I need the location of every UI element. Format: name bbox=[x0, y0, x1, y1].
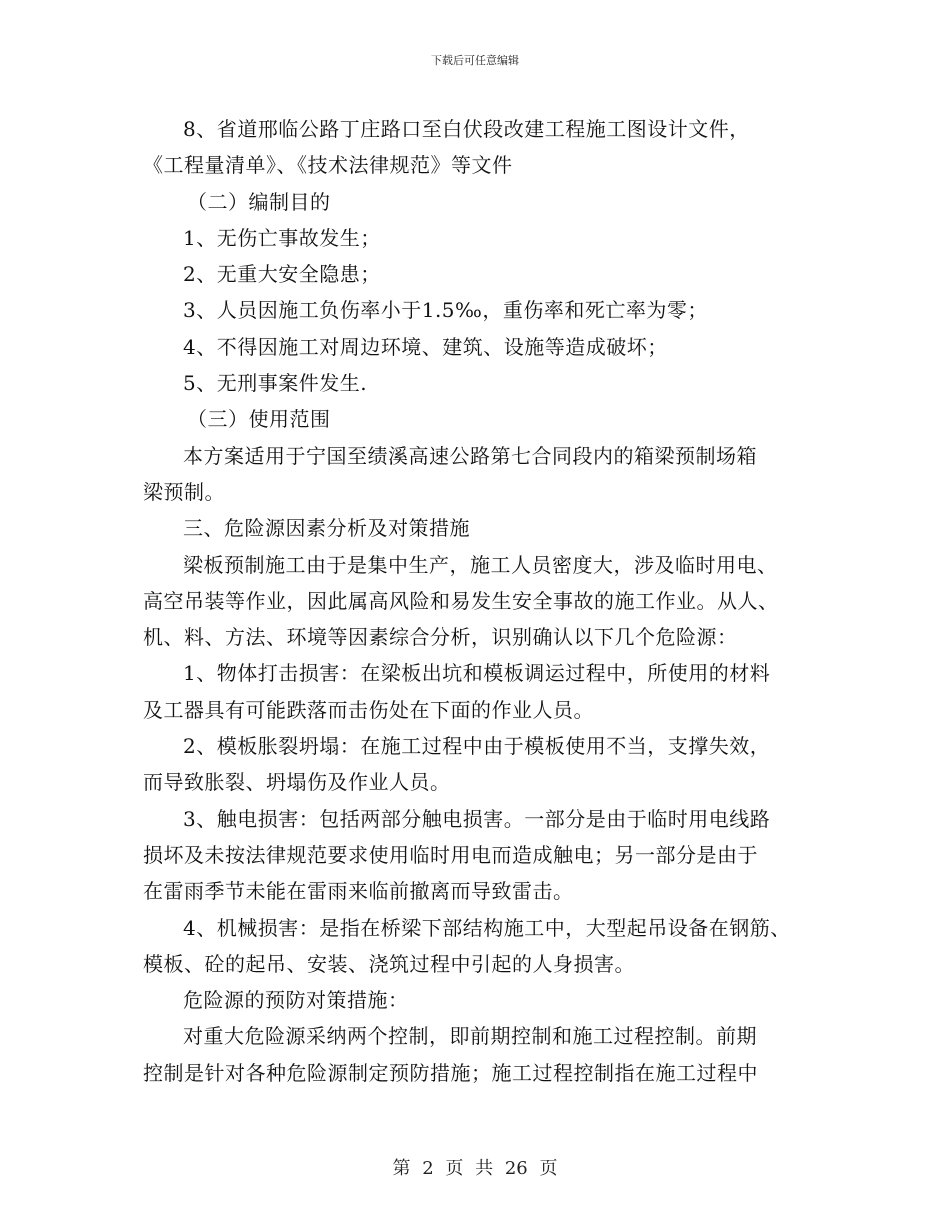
text-line: 1、物体打击损害：在梁板出坑和模板调运过程中，所使用的材料 bbox=[183, 661, 771, 686]
text-line: 机、料、方法、环境等因素综合分析，识别确认以下几个危险源： bbox=[143, 625, 738, 650]
text-line: 梁板预制施工由于是集中生产，施工人员密度大，涉及临时用电、 bbox=[183, 552, 778, 577]
text-line: 及工器具有可能跌落而击伤处在下面的作业人员。 bbox=[143, 697, 594, 722]
page-header-note: 下载后可任意编辑 bbox=[431, 54, 519, 67]
text-line: 8、省道邢临公路丁庄路口至白伏段改建工程施工图设计文件， bbox=[183, 117, 750, 141]
text-line: 3、人员因施工负伤率小于1.5‰，重伤率和死亡率为零； bbox=[183, 298, 708, 323]
text-line: 3、触电损害：包括两部分触电损害。一部分是由于临时用电线路 bbox=[183, 806, 771, 831]
text-line: 高空吊装等作业，因此属高风险和易发生安全事故的施工作业。从人、 bbox=[143, 588, 779, 613]
text-line: 而导致胀裂、坍塌伤及作业人员。 bbox=[143, 770, 451, 795]
text-line: 模板、砼的起吊、安装、浇筑过程中引起的人身损害。 bbox=[143, 951, 635, 976]
text-line: 1、无伤亡事故发生； bbox=[183, 225, 381, 250]
text-line: 控制是针对各种危险源制定预防措施；施工过程控制指在施工过程中 bbox=[143, 1060, 758, 1085]
text-line: 对重大危险源采纳两个控制，即前期控制和施工过程控制。前期 bbox=[183, 1024, 757, 1049]
text-line: 三、危险源因素分析及对策措施 bbox=[183, 516, 470, 541]
text-line: 4、不得因施工对周边环境、建筑、设施等造成破坏； bbox=[183, 334, 668, 359]
text-line: 2、模板胀裂坍塌：在施工过程中由于模板使用不当，支撑失效， bbox=[183, 734, 771, 759]
text-line: 《工程量清单》、《技术法律规范》等文件 bbox=[143, 153, 513, 178]
text-line: 5、无刑事案件发生. bbox=[183, 371, 368, 396]
text-line: 危险源的预防对策措施： bbox=[183, 988, 409, 1013]
text-line: （二）编制目的 bbox=[187, 189, 331, 214]
text-line: 损坏及未按法律规范要求使用临时用电而造成触电；另一部分是由于 bbox=[143, 842, 758, 867]
text-line: 4、机械损害：是指在桥梁下部结构施工中，大型起吊设备在钢筋、 bbox=[183, 915, 791, 940]
document-body bbox=[143, 111, 823, 1091]
page-number-footer: 第 2 页 共 26 页 bbox=[392, 1158, 558, 1179]
text-line: 本方案适用于宁国至绩溪高速公路第七合同段内的箱梁预制场箱 bbox=[183, 443, 757, 468]
text-line: 2、无重大安全隐患； bbox=[183, 262, 381, 287]
text-line: （三）使用范围 bbox=[187, 407, 331, 432]
text-line: 梁预制。 bbox=[143, 479, 225, 504]
text-line: 在雷雨季节未能在雷雨来临前撤离而导致雷击。 bbox=[143, 879, 574, 904]
